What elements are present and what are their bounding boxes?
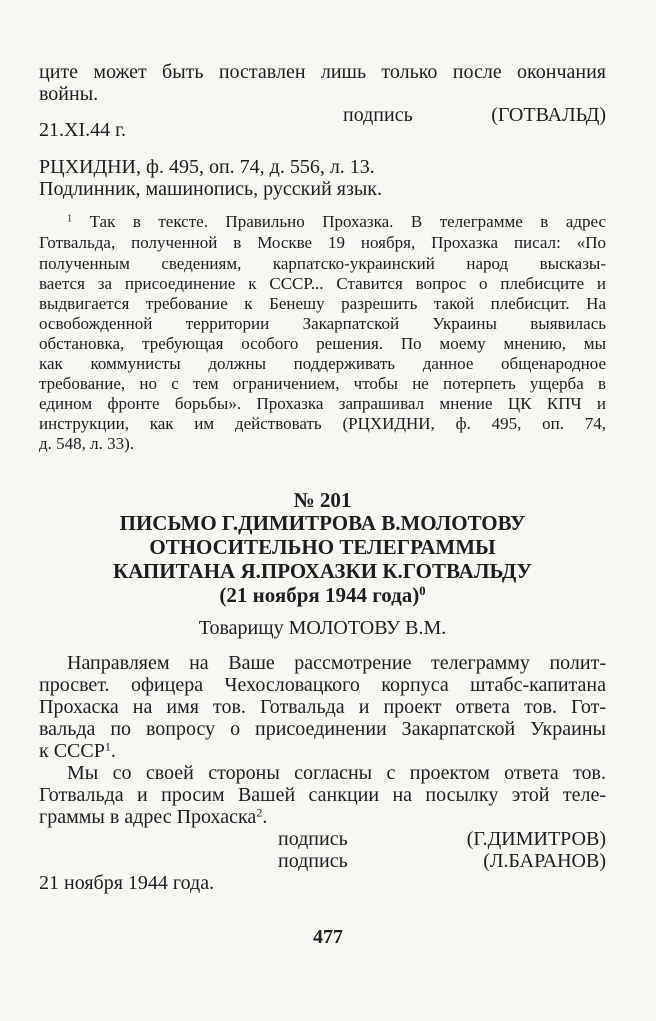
footnote-line: обстановка, требующая особого решения. По моему мнению, мы bbox=[39, 334, 606, 353]
body-line: Готвальда и просим Вашей санкции на посылку этой теле- bbox=[39, 784, 606, 806]
footnote-line: как коммунисты должны поддерживать данное общенародное bbox=[39, 354, 606, 373]
body-line: к СССР$^1$. bbox=[39, 739, 116, 762]
signature-label: подпись bbox=[278, 850, 348, 872]
document-title-line: ПИСЬМО Г.ДИМИТРОВА В.МОЛОТОВУ bbox=[119, 511, 526, 535]
footnote-text: Так в тексте. Правильно Прохазка. В телеграмме в адрес bbox=[89, 212, 607, 231]
text-line: ците может быть поставлен лишь только после окончания bbox=[39, 61, 606, 83]
footnote-line: полученным сведениям, карпатско-украинский народ высказы- bbox=[39, 254, 606, 273]
body-text: граммы в адрес Прохаска bbox=[39, 806, 257, 828]
footnote-line: выдвигается требование к Бенешу разрешить такой плебисцит. На bbox=[39, 294, 606, 313]
body-line: вальда по вопросу о присоединении Закарпатской Украины bbox=[39, 718, 606, 740]
date-heading-mark: 0 bbox=[419, 584, 426, 599]
footnote-line bbox=[67, 213, 606, 230]
footnote-line: вается за присоединение к СССР... Ставится вопрос о плебисците и bbox=[39, 274, 606, 293]
footnote-line: д. 548, л. 33). bbox=[39, 434, 135, 453]
footnote-line: освобожденной территории Закарпатской Украины выявилась bbox=[39, 314, 606, 333]
body-line: Направляем на Ваше рассмотрение телеграмму полит- bbox=[67, 652, 606, 674]
footnote-ref: 1 bbox=[104, 739, 111, 754]
signature-label: подпись bbox=[278, 828, 348, 850]
footnote-line: Готвальда, полученной в Москве 19 ноября, Прохазка писал: «По bbox=[39, 233, 606, 252]
signature-label: подпись bbox=[343, 104, 413, 126]
document-number: № 201 bbox=[293, 488, 352, 512]
text-line: войны. bbox=[39, 83, 99, 105]
document-title-line: КАПИТАНА Я.ПРОХАЗКИ К.ГОТВАЛЬДУ bbox=[113, 559, 532, 583]
document-date: 21 ноября 1944 года. bbox=[39, 872, 215, 894]
body-line: Мы со своей стороны согласны с проектом ответа тов. bbox=[67, 762, 606, 784]
document-date-heading bbox=[39, 585, 606, 606]
signature-name: (Г.ДИМИТРОВ) bbox=[466, 828, 606, 850]
body-line: Прохаска на имя тов. Готвальда и проект ответа тов. Гот- bbox=[39, 696, 606, 718]
footnote-line: инструкции, как им действовать (РЦХИДНИ, ф. 495, оп. 74, bbox=[39, 414, 606, 433]
body-line: просвет. офицера Чехословацкого корпуса штабс-капитана bbox=[39, 674, 606, 696]
signature-name: (Л.БАРАНОВ) bbox=[483, 850, 606, 872]
document-date: 21.XI.44 г. bbox=[39, 119, 127, 141]
addressee: Товарищу МОЛОТОВУ В.М. bbox=[198, 617, 447, 639]
body-line: граммы в адрес Прохаска$^2$. bbox=[39, 805, 268, 828]
date-heading-text: (21 ноября 1944 года) bbox=[219, 583, 420, 607]
archive-reference: РЦХИДНИ, ф. 495, оп. 74, д. 556, л. 13. bbox=[39, 156, 375, 178]
footnote-line: едином фронте борьбы». Прохазка запрашивал мнение ЦК КПЧ и bbox=[39, 394, 606, 413]
archive-note: Подлинник, машинопись, русский язык. bbox=[39, 178, 383, 200]
footnote-line: требование, но с тем ограничением, чтобы не потерпеть ущерба в bbox=[39, 374, 606, 393]
footnote-ref: 2 bbox=[256, 805, 263, 820]
document-title-line: ОТНОСИТЕЛЬНО ТЕЛЕГРАММЫ bbox=[149, 535, 496, 559]
page-number: 477 bbox=[313, 926, 343, 948]
signature-name: (ГОТВАЛЬД) bbox=[491, 104, 606, 126]
footnote-marker: 1 bbox=[67, 213, 73, 225]
body-text: к СССР bbox=[39, 740, 105, 762]
